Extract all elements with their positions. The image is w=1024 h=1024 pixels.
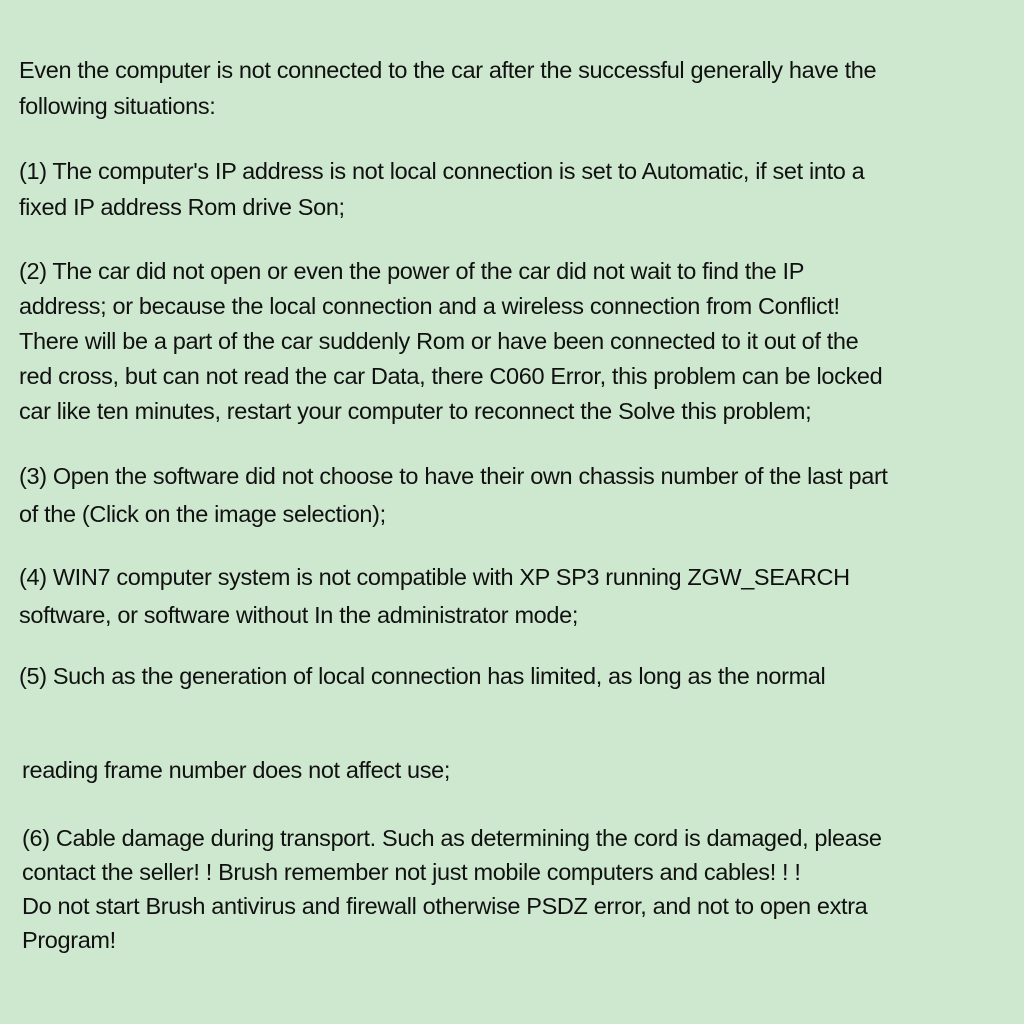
text-line: Do not start Brush antivirus and firewall otherwise PSDZ error, and not to open extra [22, 893, 868, 919]
item-1-paragraph [19, 154, 864, 225]
text-line: There will be a part of the car suddenly Rom or have been connected to it out of the [19, 328, 859, 354]
text-line: (2) The car did not open or even the power of the car did not wait to find the IP [19, 258, 805, 284]
text-line: Even the computer is not connected to the car after the successful generally have the [19, 57, 877, 83]
text-line: (6) Cable damage during transport. Such as determining the cord is damaged, please [22, 825, 882, 851]
item-2-paragraph [19, 254, 882, 429]
text-line: (1) The computer's IP address is not local connection is set to Automatic, if set into a [19, 158, 865, 184]
item-4-paragraph [19, 558, 850, 634]
item-6-paragraph [22, 821, 882, 957]
item-3-paragraph [19, 457, 888, 533]
text-line: address; or because the local connection and a wireless connection from Conflict! [19, 293, 840, 319]
text-line: Program! [22, 927, 116, 953]
text-line: (3) Open the software did not choose to have their own chassis number of the last part [19, 463, 888, 489]
item-5-continuation [22, 753, 450, 789]
intro-paragraph [19, 53, 876, 124]
text-line: fixed IP address Rom drive Son; [19, 193, 345, 220]
text-line: of the (Click on the image selection); [19, 501, 386, 527]
text-line: (4) WIN7 computer system is not compatible with XP SP3 running ZGW_SEARCH [19, 564, 850, 590]
text-line: reading frame number does not affect use; [22, 757, 451, 783]
text-line: software, or software without In the administrator mode; [19, 602, 579, 628]
text-line: (5) Such as the generation of local connection has limited, as long as the normal [19, 663, 826, 689]
text-line: contact the seller! ! Brush remember not just mobile computers and cables! ! ! [22, 859, 801, 885]
text-line: red cross, but can not read the car Data, there C060 Error, this problem can be locked [19, 363, 883, 389]
text-line: following situations: [19, 92, 216, 119]
item-5-paragraph [19, 659, 825, 695]
text-line: car like ten minutes, restart your computer to reconnect the Solve this problem; [19, 398, 812, 424]
